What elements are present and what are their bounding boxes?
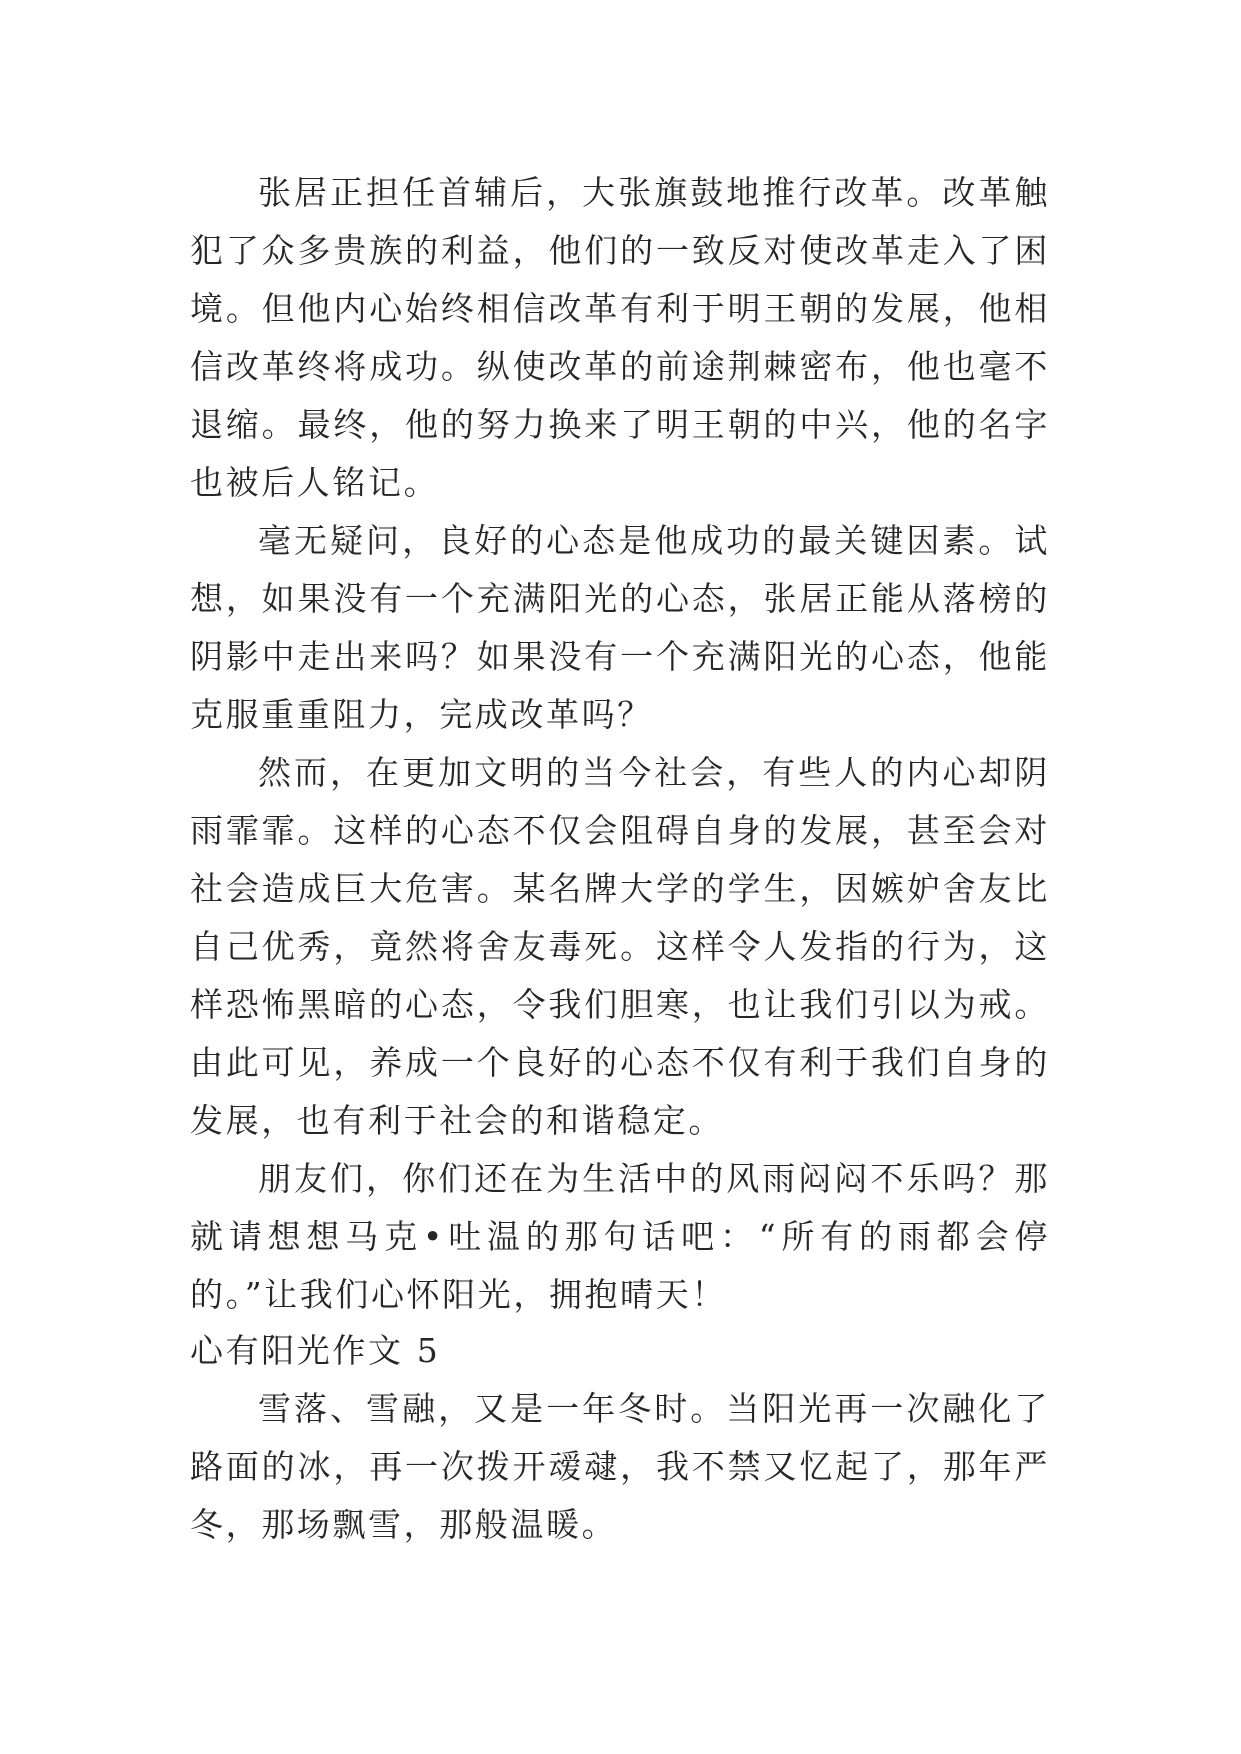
body-text-bottom [190,1380,1050,1554]
paragraph-society: 然而，在更加文明的当今社会，有些人的内心却阴雨霏霏。这样的心态不仅会阻碍自身的发展，甚至会对社会造成巨大危害。某名牌大学的学生，因嫉妒舍友比自己优秀，竟然将舍友毒死。这样令人发指的行为，这样恐怖黑暗的心态，令我们胆寒，也让我们引以为戒。由此可见，养成一个良好的心态不仅有利于我们自身的发展，也有利于社会的和谐稳定。 [190,753,1050,1140]
paragraph-snow: 雪落、雪融，又是一年冬时。当阳光再一次融化了路面的冰，再一次拨开叆叇，我不禁又忆起了，那年严冬，那场飘雪，那般温暖。 [190,1389,1050,1544]
paragraph-friends: 朋友们，你们还在为生活中的风雨闷闷不乐吗？那就请想想马克•吐温的那句话吧：“所有的雨都会停的。”让我们心怀阳光，拥抱晴天！ [190,1159,1050,1314]
paragraph-mindset: 毫无疑问，良好的心态是他成功的最关键因素。试想，如果没有一个充满阳光的心态，张居正能从落榜的阴影中走出来吗？如果没有一个充满阳光的心态，他能克服重重阻力，完成改革吗？ [190,521,1050,734]
section-heading: 心有阳光作文 5 [190,1331,441,1370]
body-text-top [190,164,1050,1324]
paragraph-reform: 张居正担任首辅后，大张旗鼓地推行改革。改革触犯了众多贵族的利益，他们的一致反对使改革走入了困境。但他内心始终相信改革有利于明王朝的发展，他相信改革终将成功。纵使改革的前途荆棘密布，他也毫不退缩。最终，他的努力换来了明王朝的中兴，他的名字也被后人铭记。 [190,173,1050,502]
